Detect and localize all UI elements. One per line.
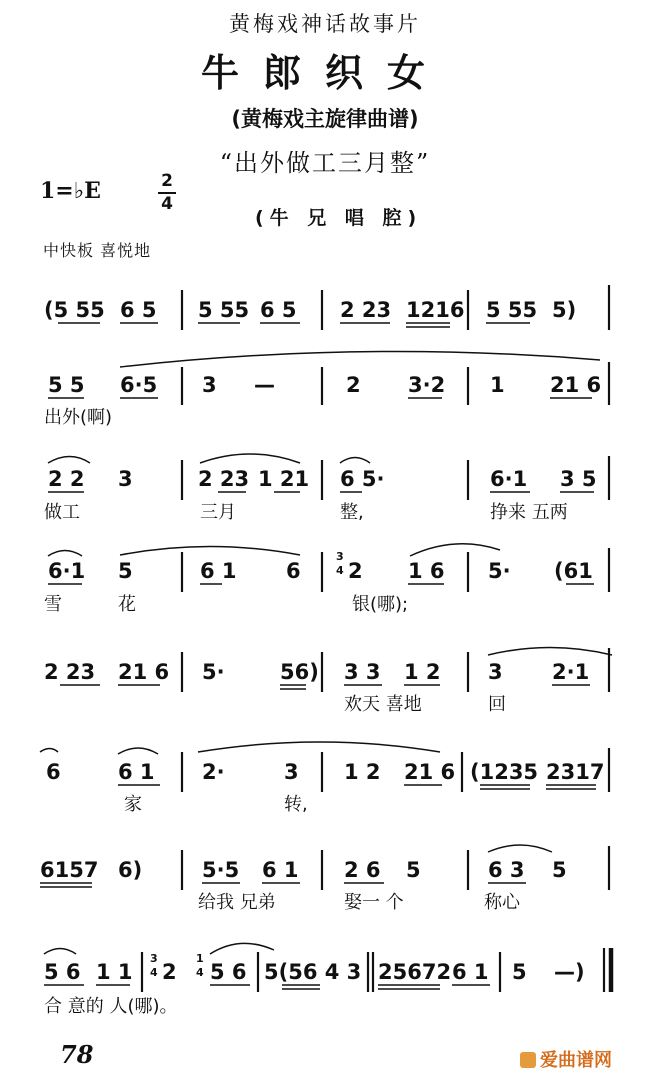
row-8: [44, 943, 611, 1017]
note-group: 3 5: [560, 467, 597, 491]
note-group: 5: [512, 960, 527, 984]
tempo-marking: 中快板 喜悦地: [43, 241, 152, 260]
note-group: 3: [118, 467, 133, 491]
note-group: 2317: [546, 760, 605, 784]
note-group: 5: [406, 858, 421, 882]
lyric-text: 称心: [484, 892, 520, 913]
time-change-top: 1: [196, 952, 204, 965]
slur: [198, 742, 440, 752]
note-group: 3: [488, 660, 503, 684]
note-group: (1235: [470, 760, 539, 784]
note-group: 6 1: [200, 559, 237, 583]
time-change-bottom: 4: [196, 966, 204, 979]
note-group: 6: [46, 760, 61, 784]
note-group: 5·: [488, 559, 511, 583]
note-group: 6 1: [118, 760, 155, 784]
note-group: 5 5: [48, 373, 85, 397]
note-group: 6 5·: [340, 467, 385, 491]
note-group: 2 23: [340, 298, 392, 322]
note-group: 6: [286, 559, 301, 583]
note-group: —: [254, 373, 275, 397]
lyric-text: 给我 兄弟: [198, 892, 276, 913]
time-change-bottom: 4: [336, 564, 344, 577]
page-number: 78: [60, 1040, 94, 1069]
row-4: [44, 544, 609, 615]
slur: [210, 943, 274, 954]
row-7: [40, 845, 609, 913]
note-group: 1216: [406, 298, 465, 322]
slur: [340, 458, 370, 464]
note-group: 3·2: [408, 373, 446, 397]
category-title: 黄梅戏神话故事片: [229, 12, 421, 36]
lyric-text: 欢天 喜地: [344, 694, 422, 715]
time-change-top: 3: [150, 952, 158, 965]
lyric-text: 挣来 五两: [490, 502, 568, 523]
row-5: [44, 648, 612, 716]
row-6: [40, 742, 609, 815]
note-group: 2: [346, 373, 361, 397]
note-group: 6 1: [262, 858, 299, 882]
note-group: 21 6: [550, 373, 602, 397]
note-group: 5: [552, 858, 567, 882]
lyric-text: 花: [118, 594, 136, 615]
note-group: 3 3: [344, 660, 381, 684]
lyric-text: 银(哪);: [352, 594, 409, 615]
note-group: 5(56 4 3: [264, 960, 362, 984]
note-group: 1: [490, 373, 505, 397]
note-group: 2: [348, 559, 363, 583]
note-group: 6 1: [452, 960, 489, 984]
note-group: 1 2: [344, 760, 381, 784]
lyric-text: 整,: [340, 502, 364, 523]
lyric-text: 合 意的 人(哪)。: [44, 996, 178, 1017]
time-signature-top: 2: [161, 171, 173, 191]
slur: [200, 454, 300, 463]
note-group: 1 21: [258, 467, 310, 491]
note-group: 6 5: [260, 298, 297, 322]
time-change-bottom: 4: [150, 966, 158, 979]
watermark[interactable]: [520, 1046, 612, 1072]
note-group: 21 6: [118, 660, 170, 684]
note-group: 5): [552, 298, 577, 322]
note-group: (61: [554, 559, 593, 583]
row-1: [44, 285, 609, 330]
note-group: 5 6: [44, 960, 81, 984]
note-group: (5 55: [44, 298, 105, 322]
note-group: 2: [162, 960, 177, 984]
note-group: 21 6: [404, 760, 456, 784]
note-group: 3: [284, 760, 299, 784]
lyric-text: 转,: [284, 794, 308, 815]
lyric-text: 雪: [44, 594, 62, 615]
note-group: 6·1: [48, 559, 86, 583]
slur: [118, 748, 158, 754]
note-group: 6·5: [120, 373, 158, 397]
song-title: “出外做工三月整”: [219, 149, 431, 177]
note-group: 56): [280, 660, 319, 684]
slur: [488, 845, 552, 852]
note-group: 6·1: [490, 467, 528, 491]
slur: [410, 544, 500, 556]
note-group: 2·1: [552, 660, 590, 684]
main-title: 牛郎织女: [200, 50, 449, 95]
lyric-text: 娶一 个: [344, 892, 404, 913]
lyric-text: 出外(啊): [44, 407, 113, 428]
note-group: 6): [118, 858, 143, 882]
slur: [44, 949, 76, 955]
note-group: 5 55: [198, 298, 250, 322]
slur: [48, 551, 82, 557]
time-signature-bottom: 4: [161, 194, 173, 214]
note-group: 2 6: [344, 858, 381, 882]
note-group: 1 2: [404, 660, 441, 684]
note-group: 2·: [202, 760, 225, 784]
lyric-text: 家: [124, 794, 142, 815]
note-group: 6157: [40, 858, 99, 882]
watermark-text: 爱曲谱网: [540, 1050, 612, 1071]
note-group: 2 23: [198, 467, 250, 491]
slur: [48, 457, 90, 464]
key-signature: 1=♭E: [40, 178, 101, 204]
note-group: 1 1: [96, 960, 133, 984]
note-group: 6 3: [488, 858, 525, 882]
note-group: 25672: [378, 960, 452, 984]
row-2: [44, 351, 609, 428]
note-group: 2 2: [48, 467, 85, 491]
slur: [488, 648, 612, 656]
note-group: 3: [202, 373, 217, 397]
lyric-text: 回: [488, 694, 506, 715]
note-group: 6 5: [120, 298, 157, 322]
note-group: 5 6: [210, 960, 247, 984]
music-note-icon: [520, 1052, 536, 1068]
lyric-text: 三月: [200, 502, 236, 523]
sub-header: (黄梅戏主旋律曲谱): [231, 107, 419, 131]
slur: [120, 351, 600, 367]
note-group: 5 55: [486, 298, 538, 322]
note-group: 1 6: [408, 559, 445, 583]
singer-label: (牛 兄 唱 腔): [255, 207, 423, 229]
note-group: 2 23: [44, 660, 96, 684]
slur: [40, 749, 58, 753]
note-group: —): [554, 960, 585, 984]
row-3: [44, 454, 609, 523]
note-group: 5·: [202, 660, 225, 684]
time-change-top: 3: [336, 550, 344, 563]
note-group: 5·5: [202, 858, 240, 882]
lyric-text: 做工: [44, 502, 80, 523]
note-group: 5: [118, 559, 133, 583]
slur: [120, 547, 300, 556]
